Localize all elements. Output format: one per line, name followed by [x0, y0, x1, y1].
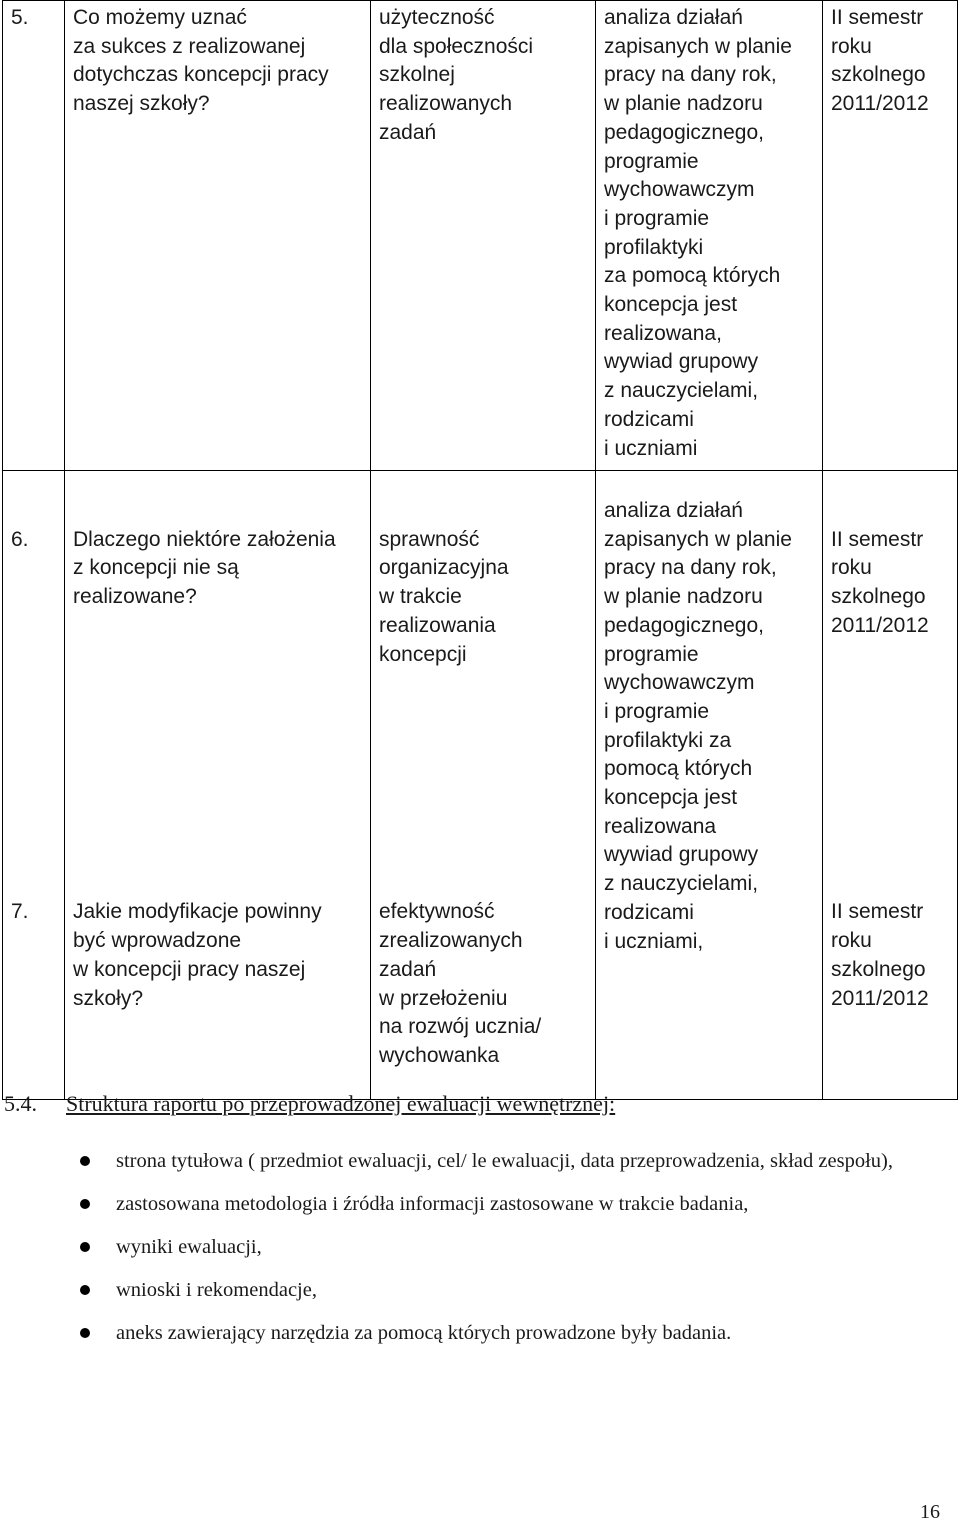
list-item — [0, 1312, 906, 1355]
page-number: 16 — [920, 1501, 940, 1523]
row-number: 5. — [3, 1, 65, 471]
evaluation-criterion: użyteczność dla społeczności szkolnej realizowanych zadań — [371, 1, 596, 471]
list-item-text: wnioski i rekomendacje, — [116, 1279, 317, 1301]
evaluation-term-cell — [823, 471, 958, 1100]
list-item — [0, 1183, 906, 1226]
evaluation-term: II semestr roku szkolnego 2011/2012 — [823, 1, 958, 471]
evaluation-criterion: efektywność zrealizowanych zadań w przełożeniu na rozwój ucznia/ wychowanka — [379, 900, 542, 1067]
section-heading — [4, 1091, 615, 1117]
row-number-cell — [3, 471, 65, 1100]
evaluation-question: Jakie modyfikacje powinny być wprowadzone w koncepcji pracy naszej szkoły? — [73, 900, 322, 1010]
bullet-icon — [80, 1199, 90, 1209]
evaluation-method: analiza działań zapisanych w planie pracy na dany rok, w planie nadzoru pedagogicznego, programie wychowawczym i programie profilaktyki za pomocą których koncepcja jest realizowana wywiad grupowy z nauczycielami, rodzicami i uczniami, — [596, 471, 823, 1100]
evaluation-method: analiza działań zapisanych w planie pracy na dany rok, w planie nadzoru pedagogicznego, programie wychowawczym i programie profilaktyki za pomocą których koncepcja jest realizowana, wywiad grupowy z nauczycielami, rodzicami i uczniami — [596, 1, 823, 471]
evaluation-question: Co możemy uznać za sukces z realizowanej dotychczas koncepcji pracy naszej szkoły? — [65, 1, 371, 471]
list-item-text: wyniki ewaluacji, — [116, 1236, 262, 1258]
evaluation-term: II semestr roku szkolnego 2011/2012 — [831, 527, 929, 637]
list-item — [0, 1269, 906, 1312]
bullet-icon — [80, 1285, 90, 1295]
section-number: 5.4. — [4, 1091, 37, 1116]
bullet-icon — [80, 1242, 90, 1252]
row-number: 6. — [11, 527, 29, 551]
table-row — [3, 471, 958, 1100]
evaluation-question: Dlaczego niektóre założenia z koncepcji nie są realizowane? — [73, 527, 336, 609]
row-number: 7. — [11, 900, 29, 924]
list-item-text: aneks zawierający narzędzia za pomocą których prowadzone były badania. — [116, 1322, 732, 1344]
bullet-list — [0, 1140, 960, 1355]
evaluation-table — [2, 0, 958, 1100]
section-title: Struktura raportu po przeprowadzonej ewaluacji wewnętrznej: — [66, 1091, 616, 1116]
bullet-icon — [80, 1328, 90, 1338]
evaluation-criterion: sprawność organizacyjna w trakcie realizowania koncepcji — [379, 527, 509, 666]
evaluation-question-cell — [65, 471, 371, 1100]
bullet-icon — [80, 1156, 90, 1166]
list-item — [0, 1226, 906, 1269]
evaluation-criterion-cell — [371, 471, 596, 1100]
list-item — [0, 1140, 906, 1183]
table-row — [3, 1, 958, 471]
list-item-text: strona tytułowa ( przedmiot ewaluacji, cel/ le ewaluacji, data przeprowadzenia, skład zespołu), — [116, 1150, 893, 1172]
evaluation-term: II semestr roku szkolnego 2011/2012 — [831, 900, 929, 1010]
list-item-text: zastosowana metodologia i źródła informacji zastosowane w trakcie badania, — [116, 1193, 749, 1215]
